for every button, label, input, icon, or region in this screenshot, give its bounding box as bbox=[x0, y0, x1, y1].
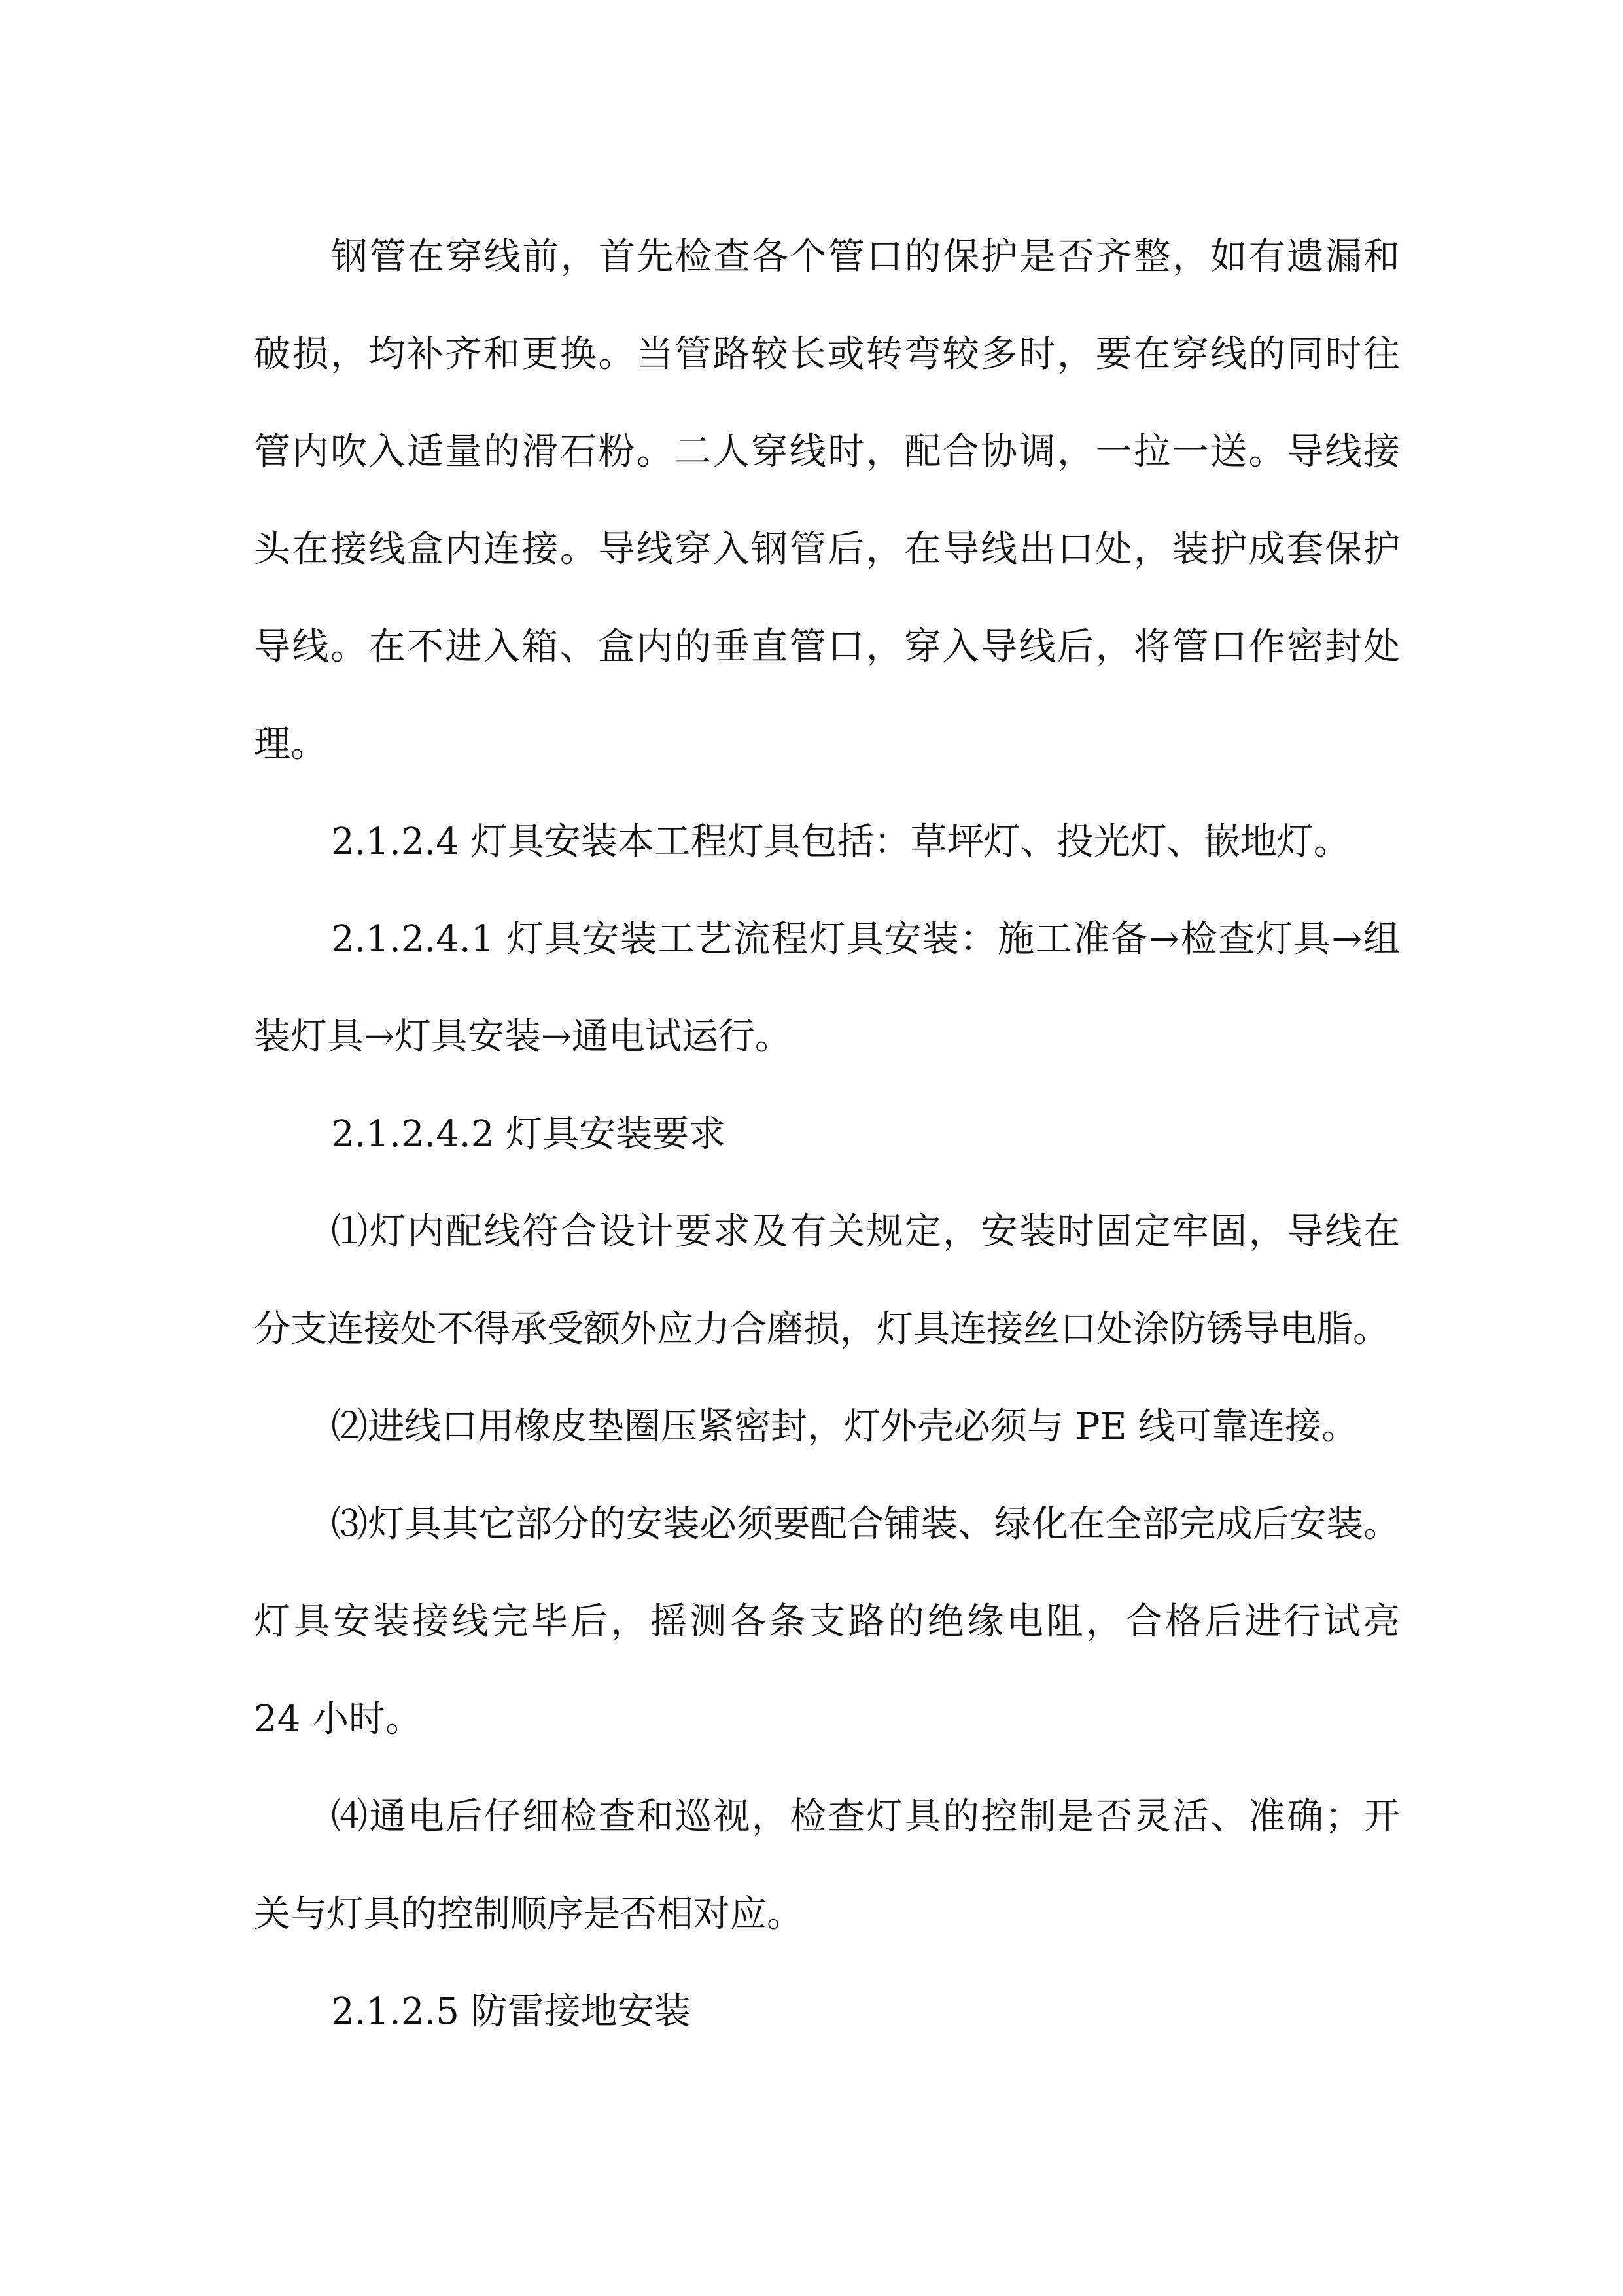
text-line: 头在接线盒内连接。导线穿入钢管后，在导线出口处，装护成套保护 bbox=[254, 528, 1400, 571]
text-line: 导线。在不进入箱、盒内的垂直管口，穿入导线后，将管口作密封处 bbox=[254, 626, 1400, 668]
text-line: ⑶灯具其它部分的安装必须要配合铺装、绿化在全部完成后安装。 bbox=[331, 1503, 1400, 1545]
section-heading-2-1-2-4-2 bbox=[254, 1086, 1400, 1183]
requirement-item-1 bbox=[254, 1183, 1400, 1378]
text-line: ⑷通电后仔细检查和巡视，检查灯具的控制是否灵活、准确；开 bbox=[331, 1795, 1400, 1838]
section-heading-2-1-2-5 bbox=[254, 1963, 1400, 2060]
text-line: 2.1.2.4.1 灯具安装工艺流程灯具安装：施工准备→检查灯具→组 bbox=[331, 918, 1400, 961]
requirement-item-2 bbox=[254, 1378, 1400, 1475]
text-line: 管内吹入适量的滑石粉。二人穿线时，配合协调，一拉一送。导线接 bbox=[254, 431, 1400, 473]
document-body bbox=[254, 208, 1400, 2060]
text-line: 理。 bbox=[254, 723, 327, 766]
text-line: 关与灯具的控制顺序是否相对应。 bbox=[254, 1893, 803, 1935]
paragraph-install-process bbox=[254, 891, 1400, 1086]
text-line: 2.1.2.4 灯具安装本工程灯具包括：草坪灯、投光灯、嵌地灯。 bbox=[331, 821, 1350, 863]
text-line: 灯具安装接线完毕后，摇测各条支路的绝缘电阻，合格后进行试亮 bbox=[254, 1600, 1400, 1643]
text-line: 2.1.2.4.2 灯具安装要求 bbox=[331, 1113, 726, 1156]
text-line: ⑵进线口用橡皮垫圈压紧密封，灯外壳必须与 PE 线可靠连接。 bbox=[331, 1405, 1359, 1448]
text-line: 分支连接处不得承受额外应力合磨损，灯具连接丝口处涂防锈导电脂。 bbox=[254, 1308, 1389, 1351]
text-line: 装灯具→灯具安装→通电试运行。 bbox=[254, 1016, 792, 1058]
text-line: 2.1.2.5 防雷接地安装 bbox=[331, 1990, 691, 2033]
text-line: 破损，均补齐和更换。当管路较长或转弯较多时，要在穿线的同时往 bbox=[254, 333, 1400, 376]
text-line: ⑴灯内配线符合设计要求及有关规定，安装时固定牢固，导线在 bbox=[331, 1210, 1400, 1253]
text-line: 24 小时。 bbox=[254, 1698, 423, 1740]
section-heading-2-1-2-4 bbox=[254, 793, 1400, 891]
requirement-item-3 bbox=[254, 1475, 1400, 1768]
requirement-item-4 bbox=[254, 1768, 1400, 1963]
text-line: 钢管在穿线前，首先检查各个管口的保护是否齐整，如有遗漏和 bbox=[331, 236, 1400, 278]
paragraph-conduit-wiring bbox=[254, 208, 1400, 793]
